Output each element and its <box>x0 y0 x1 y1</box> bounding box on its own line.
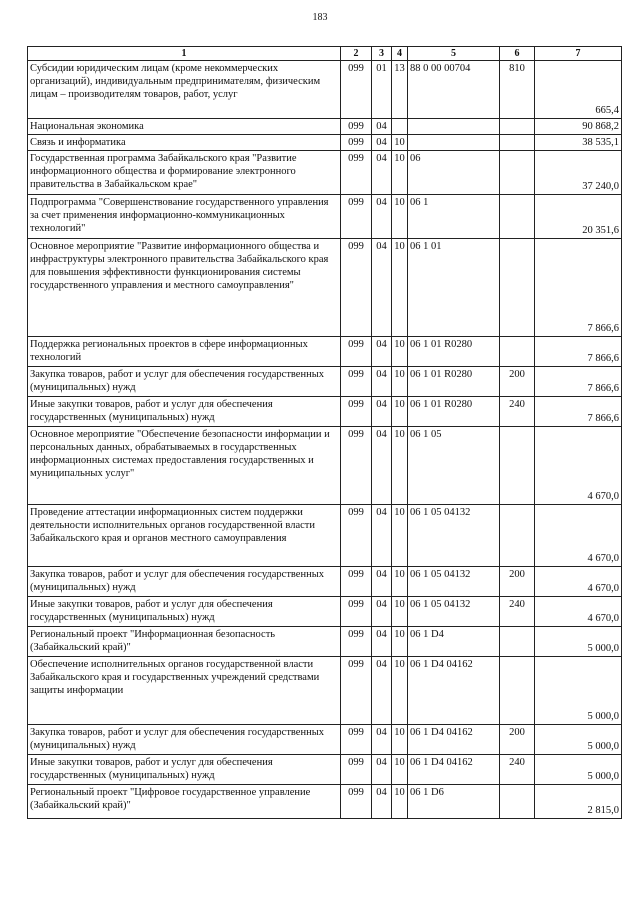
expense-type-code-cell <box>500 785 535 819</box>
section-code: 04 <box>376 121 387 132</box>
amount-cell <box>535 195 622 239</box>
amount: 4 670,0 <box>587 553 619 564</box>
amount: 4 670,0 <box>587 613 619 624</box>
section-code-cell <box>372 657 392 725</box>
item-name-cell <box>28 627 341 657</box>
section-code: 04 <box>376 399 387 410</box>
amount-cell <box>535 397 622 427</box>
expense-type-code-cell <box>500 505 535 567</box>
subsection-code: 10 <box>394 241 405 252</box>
table-row <box>28 151 622 195</box>
item-name-cell <box>28 755 341 785</box>
target-article-code-cell <box>408 755 500 785</box>
section-code-cell <box>372 239 392 337</box>
expense-type-code-cell <box>500 597 535 627</box>
table-row <box>28 367 622 397</box>
section-code: 04 <box>376 241 387 252</box>
target-article-code: 06 1 05 04132 <box>410 599 471 610</box>
expense-type-code-cell <box>500 397 535 427</box>
grbs-code-cell <box>341 119 372 135</box>
subsection-code: 10 <box>394 659 405 670</box>
target-article-code-cell <box>408 195 500 239</box>
target-article-code-cell <box>408 657 500 725</box>
target-article-code: 06 <box>410 153 421 164</box>
target-article-code-cell <box>408 239 500 337</box>
item-name-cell <box>28 151 341 195</box>
expense-type-code: 240 <box>509 757 525 768</box>
expense-type-code-cell <box>500 239 535 337</box>
amount-cell <box>535 785 622 819</box>
item-name-cell <box>28 597 341 627</box>
section-code-cell <box>372 567 392 597</box>
amount: 5 000,0 <box>587 643 619 654</box>
subsection-code-cell <box>392 657 408 725</box>
grbs-code-cell <box>341 567 372 597</box>
subsection-code: 10 <box>394 727 405 738</box>
target-article-code: 88 0 00 00704 <box>410 63 471 74</box>
expense-type-code: 240 <box>509 399 525 410</box>
section-code-cell <box>372 755 392 785</box>
subsection-code-cell <box>392 785 408 819</box>
page-number: 183 <box>312 12 328 23</box>
subsection-code-cell <box>392 627 408 657</box>
expense-type-code-cell <box>500 755 535 785</box>
amount: 5 000,0 <box>587 711 619 722</box>
amount-cell <box>535 597 622 627</box>
budget-table <box>27 46 622 819</box>
item-name-cell <box>28 61 341 119</box>
grbs-code-cell <box>341 337 372 367</box>
subsection-code-cell <box>392 597 408 627</box>
amount: 5 000,0 <box>587 771 619 782</box>
target-article-code: 06 1 D6 <box>410 787 444 798</box>
target-article-code: 06 1 01 R0280 <box>410 399 473 410</box>
expense-type-code: 200 <box>509 369 525 380</box>
table-row <box>28 61 622 119</box>
subsection-code: 10 <box>394 787 405 798</box>
amount: 90 868,2 <box>582 121 619 132</box>
section-code: 01 <box>376 63 387 74</box>
subsection-code: 10 <box>394 507 405 518</box>
item-name: Закупка товаров, работ и услуг для обеспечения государственных (муниципальных) нужд <box>30 727 325 751</box>
item-name: Поддержка региональных проектов в сфере информационных технологий <box>30 339 308 363</box>
grbs-code-cell <box>341 195 372 239</box>
table-row <box>28 239 622 337</box>
column-header: 6 <box>500 47 535 61</box>
target-article-code-cell <box>408 337 500 367</box>
item-name-cell <box>28 427 341 505</box>
grbs-code-cell <box>341 505 372 567</box>
grbs-code-cell <box>341 151 372 195</box>
table-row <box>28 427 622 505</box>
amount: 4 670,0 <box>587 491 619 502</box>
amount: 37 240,0 <box>582 181 619 192</box>
section-code: 04 <box>376 339 387 350</box>
subsection-code-cell <box>392 725 408 755</box>
subsection-code: 10 <box>394 629 405 640</box>
table-row <box>28 119 622 135</box>
amount: 665,4 <box>595 105 619 116</box>
grbs-code: 099 <box>348 197 364 208</box>
table-row <box>28 397 622 427</box>
section-code: 04 <box>376 659 387 670</box>
table-row <box>28 725 622 755</box>
subsection-code-cell <box>392 367 408 397</box>
item-name: Основное мероприятие "Развитие информационного общества и инфраструктуры электронного правительства Забайкальского края для повышения эффективности функционирования системы государственного управления и местного самоуправления" <box>30 241 329 291</box>
expense-type-code-cell <box>500 119 535 135</box>
item-name-cell <box>28 397 341 427</box>
item-name: Подпрограмма "Совершенствование государственного управления за счет применения информационно-коммуникационных технологий" <box>30 197 329 234</box>
section-code: 04 <box>376 197 387 208</box>
target-article-code-cell <box>408 627 500 657</box>
section-code: 04 <box>376 153 387 164</box>
amount: 4 670,0 <box>587 583 619 594</box>
expense-type-code-cell <box>500 337 535 367</box>
expense-type-code-cell <box>500 61 535 119</box>
expense-type-code-cell <box>500 195 535 239</box>
expense-type-code-cell <box>500 657 535 725</box>
item-name: Иные закупки товаров, работ и услуг для обеспечения государственных (муниципальных) нужд <box>30 399 273 423</box>
item-name: Национальная экономика <box>30 121 144 132</box>
section-code-cell <box>372 505 392 567</box>
table-row <box>28 195 622 239</box>
amount: 5 000,0 <box>587 741 619 752</box>
subsection-code: 10 <box>394 757 405 768</box>
grbs-code-cell <box>341 627 372 657</box>
section-code: 04 <box>376 727 387 738</box>
subsection-code-cell <box>392 239 408 337</box>
subsection-code: 10 <box>394 399 405 410</box>
grbs-code: 099 <box>348 569 364 580</box>
grbs-code-cell <box>341 427 372 505</box>
table-row <box>28 657 622 725</box>
target-article-code: 06 1 05 <box>410 429 442 440</box>
amount-cell <box>535 151 622 195</box>
subsection-code-cell <box>392 337 408 367</box>
section-code-cell <box>372 725 392 755</box>
expense-type-code-cell <box>500 627 535 657</box>
table-row <box>28 755 622 785</box>
target-article-code-cell <box>408 597 500 627</box>
item-name: Закупка товаров, работ и услуг для обеспечения государственных (муниципальных) нужд <box>30 369 325 393</box>
column-header: 5 <box>408 47 500 61</box>
amount: 20 351,6 <box>582 225 619 236</box>
amount-cell <box>535 337 622 367</box>
section-code-cell <box>372 367 392 397</box>
amount-cell <box>535 725 622 755</box>
subsection-code-cell <box>392 505 408 567</box>
column-header: 1 <box>28 47 341 61</box>
item-name: Обеспечение исполнительных органов государственной власти Забайкальского края и государственных учреждений средствами защиты информации <box>30 659 320 696</box>
column-header: 2 <box>341 47 372 61</box>
item-name-cell <box>28 119 341 135</box>
table-row <box>28 785 622 819</box>
grbs-code: 099 <box>348 399 364 410</box>
subsection-code-cell <box>392 61 408 119</box>
subsection-code: 10 <box>394 599 405 610</box>
subsection-code-cell <box>392 151 408 195</box>
grbs-code-cell <box>341 725 372 755</box>
target-article-code: 06 1 D4 04162 <box>410 757 473 768</box>
section-code: 04 <box>376 429 387 440</box>
item-name-cell <box>28 785 341 819</box>
amount: 7 866,6 <box>587 383 619 394</box>
section-code-cell <box>372 427 392 505</box>
section-code-cell <box>372 195 392 239</box>
section-code: 04 <box>376 507 387 518</box>
table-row <box>28 135 622 151</box>
item-name: Государственная программа Забайкальского края "Развитие информационного общества и формирование электронного правительства в Забайкальском крае" <box>30 153 297 190</box>
column-header: 4 <box>392 47 408 61</box>
item-name: Проведение аттестации информационных систем поддержки деятельности исполнительных органов государственной власти Забайкальского края и органов местного самоуправления <box>30 507 316 544</box>
grbs-code: 099 <box>348 137 364 148</box>
amount-cell <box>535 119 622 135</box>
section-code-cell <box>372 135 392 151</box>
amount: 2 815,0 <box>587 805 619 816</box>
expense-type-code-cell <box>500 151 535 195</box>
target-article-code: 06 1 01 R0280 <box>410 339 473 350</box>
section-code: 04 <box>376 569 387 580</box>
item-name: Иные закупки товаров, работ и услуг для обеспечения государственных (муниципальных) нужд <box>30 757 273 781</box>
grbs-code: 099 <box>348 339 364 350</box>
item-name-cell <box>28 725 341 755</box>
target-article-code-cell <box>408 397 500 427</box>
grbs-code: 099 <box>348 757 364 768</box>
column-header: 3 <box>372 47 392 61</box>
table-row <box>28 567 622 597</box>
section-code: 04 <box>376 369 387 380</box>
grbs-code: 099 <box>348 727 364 738</box>
amount-cell <box>535 61 622 119</box>
amount-cell <box>535 657 622 725</box>
expense-type-code: 200 <box>509 569 525 580</box>
target-article-code-cell <box>408 61 500 119</box>
grbs-code: 099 <box>348 659 364 670</box>
target-article-code: 06 1 05 04132 <box>410 569 471 580</box>
grbs-code: 099 <box>348 121 364 132</box>
item-name: Региональный проект "Информационная безопасность (Забайкальский край)" <box>30 629 276 653</box>
section-code-cell <box>372 785 392 819</box>
section-code: 04 <box>376 629 387 640</box>
item-name: Закупка товаров, работ и услуг для обеспечения государственных (муниципальных) нужд <box>30 569 325 593</box>
expense-type-code-cell <box>500 367 535 397</box>
amount-cell <box>535 567 622 597</box>
expense-type-code-cell <box>500 427 535 505</box>
subsection-code: 10 <box>394 197 405 208</box>
table-row <box>28 505 622 567</box>
amount: 7 866,6 <box>587 413 619 424</box>
expense-type-code-cell <box>500 725 535 755</box>
grbs-code: 099 <box>348 369 364 380</box>
subsection-code: 10 <box>394 569 405 580</box>
grbs-code-cell <box>341 785 372 819</box>
amount: 7 866,6 <box>587 323 619 334</box>
subsection-code: 10 <box>394 153 405 164</box>
grbs-code-cell <box>341 755 372 785</box>
expense-type-code: 200 <box>509 727 525 738</box>
item-name-cell <box>28 657 341 725</box>
grbs-code-cell <box>341 135 372 151</box>
expense-type-code-cell <box>500 135 535 151</box>
table-row <box>28 597 622 627</box>
amount-cell <box>535 755 622 785</box>
target-article-code: 06 1 D4 04162 <box>410 727 473 738</box>
subsection-code-cell <box>392 427 408 505</box>
subsection-code-cell <box>392 119 408 135</box>
table-row <box>28 337 622 367</box>
item-name-cell <box>28 239 341 337</box>
target-article-code-cell <box>408 135 500 151</box>
subsection-code-cell <box>392 567 408 597</box>
subsection-code: 10 <box>394 369 405 380</box>
subsection-code: 13 <box>394 63 405 74</box>
expense-type-code-cell <box>500 567 535 597</box>
amount: 7 866,6 <box>587 353 619 364</box>
target-article-code: 06 1 05 04132 <box>410 507 471 518</box>
section-code: 04 <box>376 137 387 148</box>
table-header-row <box>28 47 622 61</box>
item-name: Связь и информатика <box>30 137 126 148</box>
amount-cell <box>535 135 622 151</box>
amount-cell <box>535 367 622 397</box>
section-code-cell <box>372 61 392 119</box>
section-code: 04 <box>376 599 387 610</box>
item-name-cell <box>28 567 341 597</box>
subsection-code: 10 <box>394 137 405 148</box>
item-name-cell <box>28 337 341 367</box>
target-article-code: 06 1 D4 <box>410 629 444 640</box>
grbs-code-cell <box>341 397 372 427</box>
grbs-code: 099 <box>348 241 364 252</box>
target-article-code-cell <box>408 367 500 397</box>
grbs-code-cell <box>341 367 372 397</box>
target-article-code-cell <box>408 725 500 755</box>
subsection-code-cell <box>392 755 408 785</box>
item-name: Основное мероприятие "Обеспечение безопасности информации и персональных данных, обрабатываемых в государственных информационных системах предоставления государственных и муниципальных услуг" <box>30 429 330 479</box>
grbs-code: 099 <box>348 507 364 518</box>
section-code: 04 <box>376 787 387 798</box>
subsection-code-cell <box>392 397 408 427</box>
amount-cell <box>535 505 622 567</box>
amount-cell <box>535 239 622 337</box>
item-name-cell <box>28 367 341 397</box>
section-code-cell <box>372 337 392 367</box>
item-name: Субсидии юридическим лицам (кроме некоммерческих организаций), индивидуальным предпринимателям, физическим лицам – производителям товаров, работ, услуг <box>30 63 321 100</box>
amount-cell <box>535 427 622 505</box>
section-code: 04 <box>376 757 387 768</box>
section-code-cell <box>372 627 392 657</box>
target-article-code-cell <box>408 567 500 597</box>
target-article-code: 06 1 D4 04162 <box>410 659 473 670</box>
section-code-cell <box>372 151 392 195</box>
item-name: Региональный проект "Цифровое государственное управление (Забайкальский край)" <box>30 787 311 811</box>
grbs-code: 099 <box>348 629 364 640</box>
grbs-code-cell <box>341 61 372 119</box>
grbs-code-cell <box>341 239 372 337</box>
expense-type-code: 240 <box>509 599 525 610</box>
target-article-code: 06 1 01 R0280 <box>410 369 473 380</box>
subsection-code-cell <box>392 135 408 151</box>
grbs-code: 099 <box>348 599 364 610</box>
item-name: Иные закупки товаров, работ и услуг для обеспечения государственных (муниципальных) нужд <box>30 599 273 623</box>
expense-type-code: 810 <box>509 63 525 74</box>
section-code-cell <box>372 597 392 627</box>
target-article-code-cell <box>408 151 500 195</box>
grbs-code: 099 <box>348 429 364 440</box>
amount-cell <box>535 627 622 657</box>
target-article-code: 06 1 <box>410 197 429 208</box>
section-code-cell <box>372 397 392 427</box>
grbs-code: 099 <box>348 153 364 164</box>
table-row <box>28 627 622 657</box>
item-name-cell <box>28 135 341 151</box>
grbs-code-cell <box>341 657 372 725</box>
item-name-cell <box>28 505 341 567</box>
subsection-code-cell <box>392 195 408 239</box>
subsection-code: 10 <box>394 339 405 350</box>
target-article-code-cell <box>408 785 500 819</box>
column-header: 7 <box>535 47 622 61</box>
target-article-code-cell <box>408 427 500 505</box>
section-code-cell <box>372 119 392 135</box>
target-article-code: 06 1 01 <box>410 241 442 252</box>
target-article-code-cell <box>408 119 500 135</box>
amount: 38 535,1 <box>582 137 619 148</box>
grbs-code: 099 <box>348 787 364 798</box>
grbs-code-cell <box>341 597 372 627</box>
item-name-cell <box>28 195 341 239</box>
target-article-code-cell <box>408 505 500 567</box>
subsection-code: 10 <box>394 429 405 440</box>
grbs-code: 099 <box>348 63 364 74</box>
